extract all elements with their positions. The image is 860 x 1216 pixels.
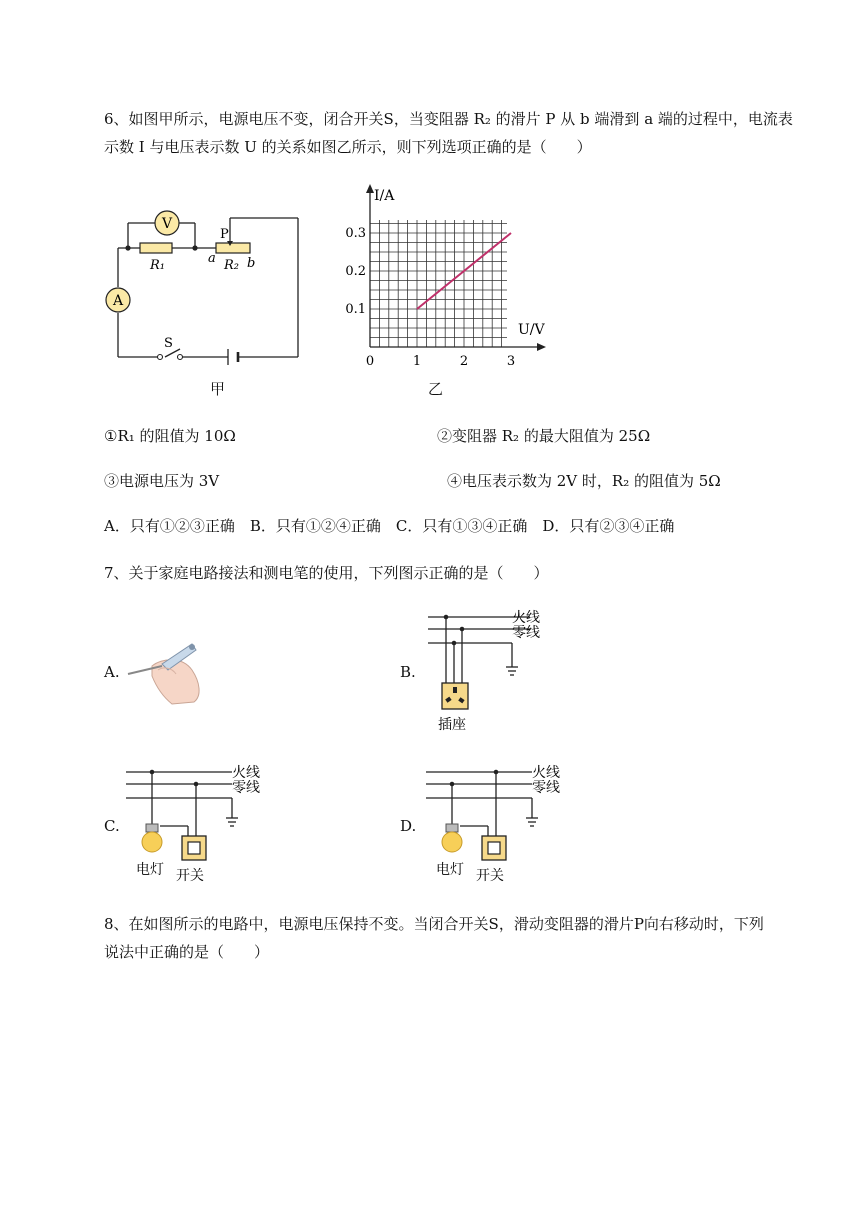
lamp-switch-wiring-d (424, 760, 574, 890)
q8-line2: 说法中正确的是（ ） (104, 943, 270, 961)
x-tick-label: 3 (506, 354, 516, 367)
switch-label: 开关 (176, 868, 204, 884)
lamp-switch-wiring-c (124, 760, 274, 890)
live-wire-label: 火线 (232, 765, 260, 781)
end-a-label: a (208, 251, 216, 266)
graph-grid (370, 220, 507, 347)
q6-statement-4: ④电压表示数为 2V 时，R₂ 的阻值为 5Ω (447, 472, 721, 490)
socket-label: 插座 (438, 717, 466, 733)
x-axis-arrow-icon (537, 343, 546, 351)
x-tick-label: 1 (412, 354, 422, 367)
lamp-label: 电灯 (136, 862, 164, 878)
lamp-label: 电灯 (436, 862, 464, 878)
fig-yi-caption: 乙 (428, 380, 444, 398)
y-axis-label: I/A (374, 188, 395, 204)
lamp-icon (142, 832, 162, 852)
neutral-wire-label: 零线 (232, 780, 260, 796)
voltmeter-label: V (161, 216, 173, 232)
y-tick-label: 0.1 (345, 302, 366, 317)
test-pen-hand-image (122, 630, 212, 706)
q6-line2: 示数 I 与电压表示数 U 的关系如图乙所示，则下列选项正确的是（ ） (104, 138, 592, 156)
q6-statement-1: ①R₁ 的阻值为 10Ω (104, 427, 236, 445)
fig-jia-caption: 甲 (210, 380, 226, 398)
circuit-diagram-jia (100, 205, 310, 370)
x-tick-label: 0 (365, 354, 375, 367)
socket-icon (442, 683, 468, 709)
neutral-wire-label: 零线 (532, 780, 560, 796)
lamp-icon (442, 832, 462, 852)
q6-line1: 6、如图甲所示，电源电压不变，闭合开关S，当变阻器 R₂ 的滑片 P 从 b 端滑到 a 端的过程中，电流表 (104, 110, 793, 128)
x-axis-label: U/V (518, 322, 545, 338)
q8-line1: 8、在如图所示的电路中，电源电压保持不变。当闭合开关S，滑动变阻器的滑片P向右移动时，下列 (104, 915, 764, 933)
y-tick-label: 0.3 (345, 226, 366, 241)
q7-line1: 7、关于家庭电路接法和测电笔的使用，下列图示正确的是（ ） (104, 564, 549, 582)
q7-option-b-label: B. (400, 663, 416, 681)
r1-resistor (140, 243, 172, 253)
end-b-label: b (247, 256, 256, 271)
iu-graph-yi (340, 182, 550, 367)
ammeter-label: A (112, 293, 124, 309)
neutral-wire-label: 零线 (512, 625, 540, 641)
x-tick-label: 2 (459, 354, 469, 367)
q6-statement-3: ③电源电压为 3V (104, 472, 220, 490)
y-axis-arrow-icon (366, 184, 374, 193)
r2-label: R₂ (224, 258, 239, 273)
r1-label: R₁ (150, 258, 165, 273)
slider-label: P (220, 227, 229, 242)
socket-wiring-diagram (426, 605, 566, 740)
y-tick-label: 0.2 (345, 264, 366, 279)
q6-options: A．只有①②③正确 B．只有①②④正确 C．只有①③④正确 D．只有②③④正确 (104, 517, 675, 535)
live-wire-label: 火线 (532, 765, 560, 781)
r2-rheostat (216, 243, 250, 253)
q6-statement-2: ②变阻器 R₂ 的最大阻值为 25Ω (437, 427, 651, 445)
live-wire-label: 火线 (512, 610, 540, 626)
switch-label: S (164, 336, 173, 351)
q7-option-d-label: D. (400, 817, 417, 835)
q7-option-c-label: C. (104, 817, 120, 835)
q7-option-a-label: A. (104, 663, 120, 681)
switch-label: 开关 (476, 868, 504, 884)
graph-tick-labels (345, 226, 515, 367)
